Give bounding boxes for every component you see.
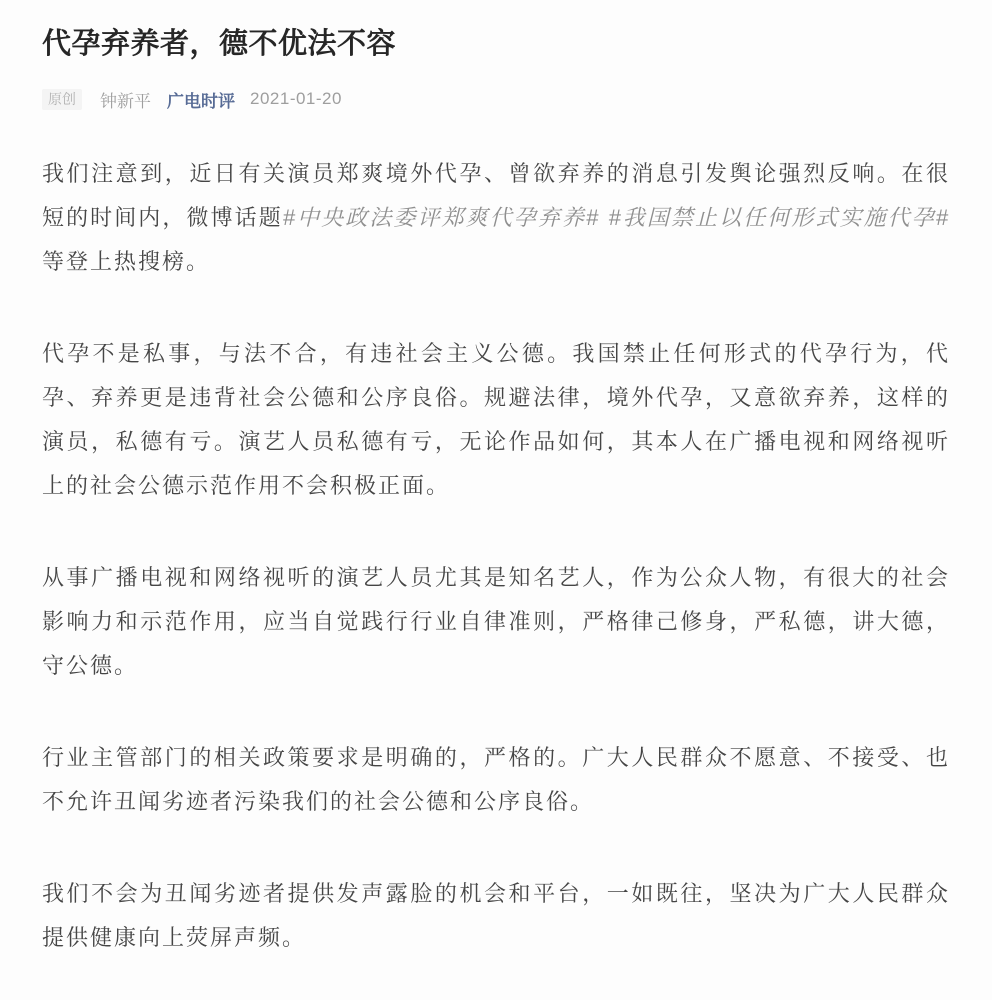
text-segment: 从事广播电视和网络视听的演艺人员尤其是知名艺人，作为公众人物，有很大的社会影响力和示范作用，应当自觉践行行业自律准则，严格律己修身，严私德，讲大德，守公德。 <box>42 564 950 678</box>
publish-date: 2021-01-20 <box>250 89 342 109</box>
text-segment: 我们不会为丑闻劣迹者提供发声露脸的机会和平台，一如既往，坚决为广大人民群众提供健康向上荧屏声频。 <box>42 880 950 950</box>
account-link[interactable]: 广电时评 <box>167 91 235 111</box>
text-segment: 代孕不是私事，与法不合，有违社会主义公德。我国禁止任何形式的代孕行为，代孕、弃养更是违背社会公德和公序良俗。规避法律，境外代孕，又意欲弃养，这样的演员，私德有亏。演艺人员私德有亏，无论作品如何，其本人在广播电视和网络视听上的社会公德示范作用不会积极正面。 <box>42 340 950 498</box>
article-paragraph <box>42 332 950 508</box>
author-name: 钟新平 <box>100 91 151 111</box>
text-segment: 等登上热搜榜。 <box>42 248 211 274</box>
weibo-hashtag-topic: #中央政法委评郑爽代孕弃养# #我国禁止以任何形式实施代孕# <box>282 204 950 230</box>
article-paragraph <box>42 872 950 960</box>
text-segment: 行业主管部门的相关政策要求是明确的，严格的。广大人民群众不愿意、不接受、也不允许丑闻劣迹者污染我们的社会公德和公序良俗。 <box>42 744 950 814</box>
article-title: 代孕弃养者，德不优法不容 <box>42 28 397 60</box>
original-badge: 原创 <box>42 89 82 110</box>
article-paragraph <box>42 736 950 824</box>
article-meta <box>42 87 950 112</box>
text-segment: 我们注意到，近日有关演员郑爽境外代孕、曾欲弃养的消息引发舆论强烈反响。在很短的时间内，微博话题 <box>42 160 950 230</box>
article-paragraph <box>42 152 950 284</box>
article-paragraph <box>42 556 950 688</box>
article-body <box>42 152 950 960</box>
